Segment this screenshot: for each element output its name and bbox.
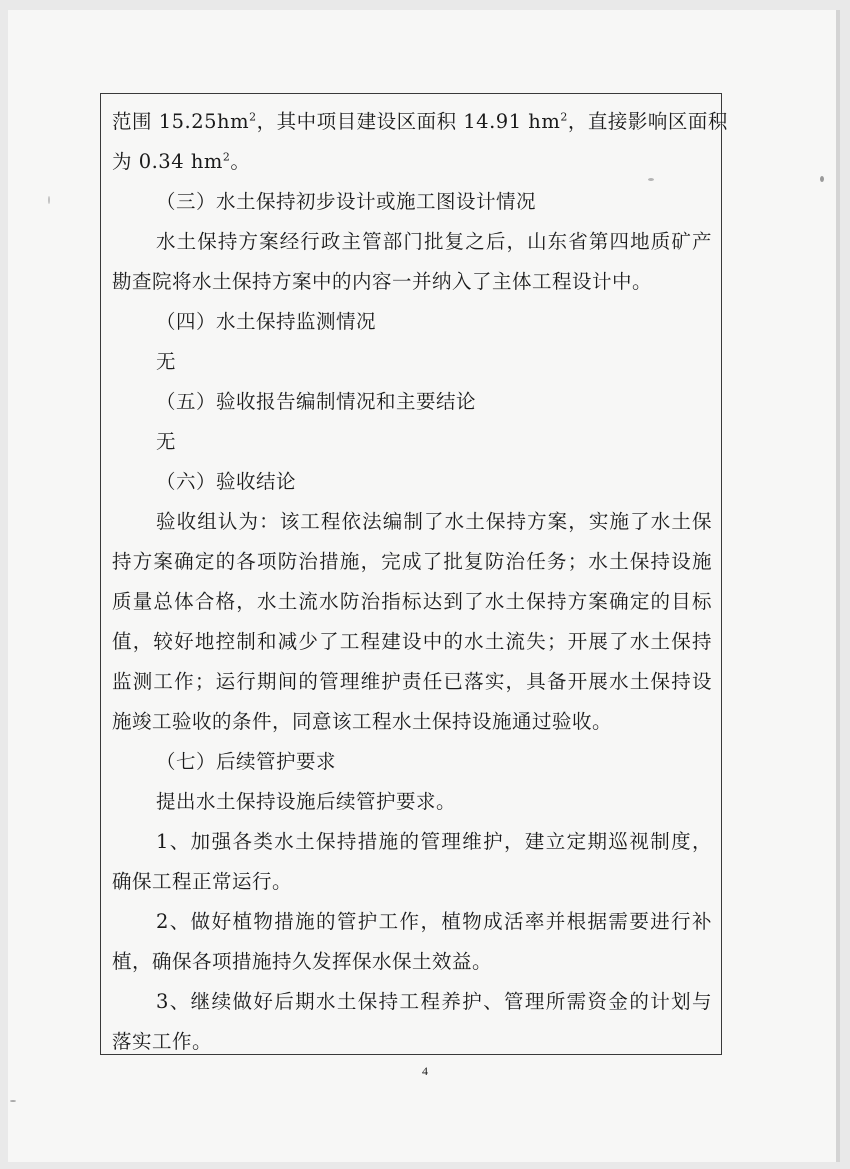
paragraph-line: 持方案确定的各项防治措施，完成了批复防治任务；水土保持设施 [112,550,712,573]
paragraph-line: 验收组认为：该工程依法编制了水土保持方案，实施了水土保 [156,510,712,533]
list-item-line: 植，确保各项措施持久发挥保水保土效益。 [112,950,493,973]
paragraph-line: 监测工作；运行期间的管理维护责任已落实，具备开展水土保持设 [112,670,712,693]
text-fragment: 范围 15.25hm [112,110,250,133]
section-heading: （七）后续管护要求 [156,750,337,773]
paragraph-line: 质量总体合格，水土流水防治指标达到了水土保持方案确定的目标 [112,590,712,613]
section-heading: （三）水土保持初步设计或施工图设计情况 [156,190,537,213]
paragraph-line: 施竣工验收的条件，同意该工程水土保持设施通过验收。 [112,710,613,733]
superscript: 2 [222,150,231,164]
list-item-line: 3、继续做好后期水土保持工程养护、管理所需资金的计划与 [156,990,712,1013]
text-fragment: 。 [230,150,251,173]
text-fragment: ，直接影响区面积 [567,110,728,133]
list-item-line: 2、做好植物措施的管护工作，植物成活率并根据需要进行补 [156,910,712,933]
paragraph-line: 无 [156,430,177,453]
text-line [112,102,728,142]
scan-speck [648,178,654,181]
paragraph-line: 无 [156,350,177,373]
page-number: 4 [422,1064,428,1078]
scan-speck [820,176,824,182]
text-fragment: 为 0.34 hm [112,150,223,173]
scan-speck [10,1100,16,1102]
list-item-line: 1、加强各类水土保持措施的管理维护，建立定期巡视制度， [156,830,712,853]
page-edge-shadow [836,10,840,1162]
section-heading: （六）验收结论 [156,470,297,493]
section-heading: （四）水土保持监测情况 [156,310,377,333]
paragraph-line: 水土保持方案经行政主管部门批复之后，山东省第四地质矿产 [156,230,712,253]
text-line [112,142,712,182]
paragraph-line: 勘查院将水土保持方案中的内容一并纳入了主体工程设计中。 [112,270,653,293]
superscript: 2 [560,110,568,124]
superscript: 2 [249,110,257,124]
document-body [112,102,728,1062]
scan-speck [48,196,50,204]
list-item-line: 落实工作。 [112,1030,213,1053]
paragraph-line: 提出水土保持设施后续管护要求。 [156,790,457,813]
list-item-line: 确保工程正常运行。 [112,870,293,893]
text-fragment: ，其中项目建设区面积 14.91 hm [256,110,561,133]
section-heading: （五）验收报告编制情况和主要结论 [156,390,477,413]
paragraph-line: 值，较好地控制和减少了工程建设中的水土流失；开展了水土保持 [112,630,712,653]
